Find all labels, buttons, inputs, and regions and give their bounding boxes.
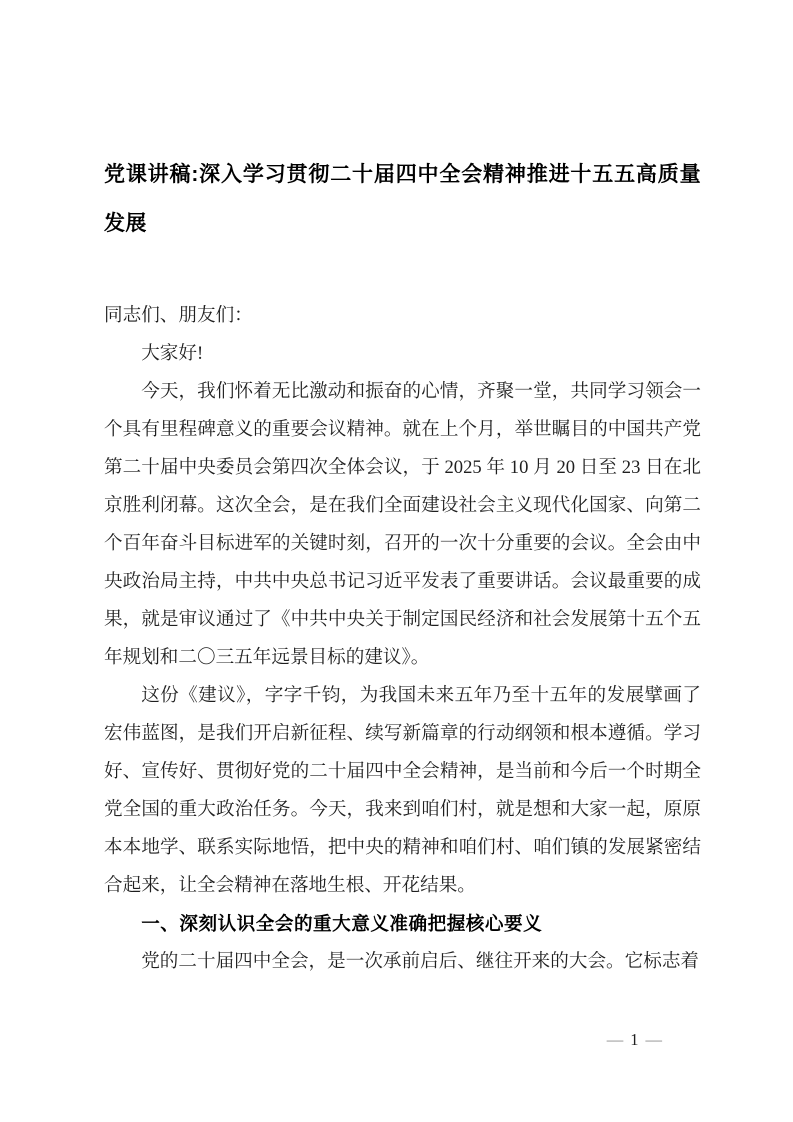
footer-dash-right: — <box>645 1030 662 1049</box>
section-1-heading: 一、深刻认识全会的重大意义准确把握核心要义 <box>141 913 543 934</box>
document-title: 党课讲稿:深入学习贯彻二十届四中全会精神推进十五五高质量发展 <box>104 163 701 235</box>
footer-dash-left: — <box>606 1030 624 1049</box>
document-content <box>104 150 701 981</box>
salutation-line: 同志们、朋友们： <box>104 305 253 326</box>
paragraph-section-1: 党的二十届四中全会，是一次承前启后、继往开来的大会。它标志着 <box>141 951 700 972</box>
page-number: 1 <box>630 1030 639 1049</box>
page-footer <box>600 1030 669 1050</box>
paragraph-significance: 这份《建议》，字字千钧，为我国未来五年乃至十五年的发展擘画了宏伟蓝图，是我们开启新征程、续写新篇章的行动纲领和根本遵循。学习好、宣传好、贯彻好党的二十届四中全会精神，是当前和今后一个时期全党全国的重大政治任务。今天，我来到咱们村，就是想和大家一起，原原本本地学、联系实际地悟，把中央的精神和咱们村、咱们镇的发展紧密结合起来，让全会精神在落地生根、开花结果。 <box>104 685 701 896</box>
greeting-line: 大家好! <box>141 343 204 364</box>
paragraph-intro: 今天，我们怀着无比激动和振奋的心情，齐聚一堂，共同学习领会一个具有里程碑意义的重要会议精神。就在上个月，举世瞩目的中国共产党第二十届中央委员会第四次全体会议，于 2025 年 10 月 20 日至 23 日在北京胜利闭幕。这次全会，是在我们全面建设社会主义现代化国家、向第二个百年奋斗目标进军的关键时刻，召开的一次十分重要的会议。全会由中央政治局主持，中共中央总书记习近平发表了重要讲话。会议最重要的成果，就是审议通过了《中共中央关于制定国民经济和社会发展第十五个五年规划和二〇三五年远景目标的建议》。 <box>104 381 701 668</box>
document-body <box>104 297 701 981</box>
